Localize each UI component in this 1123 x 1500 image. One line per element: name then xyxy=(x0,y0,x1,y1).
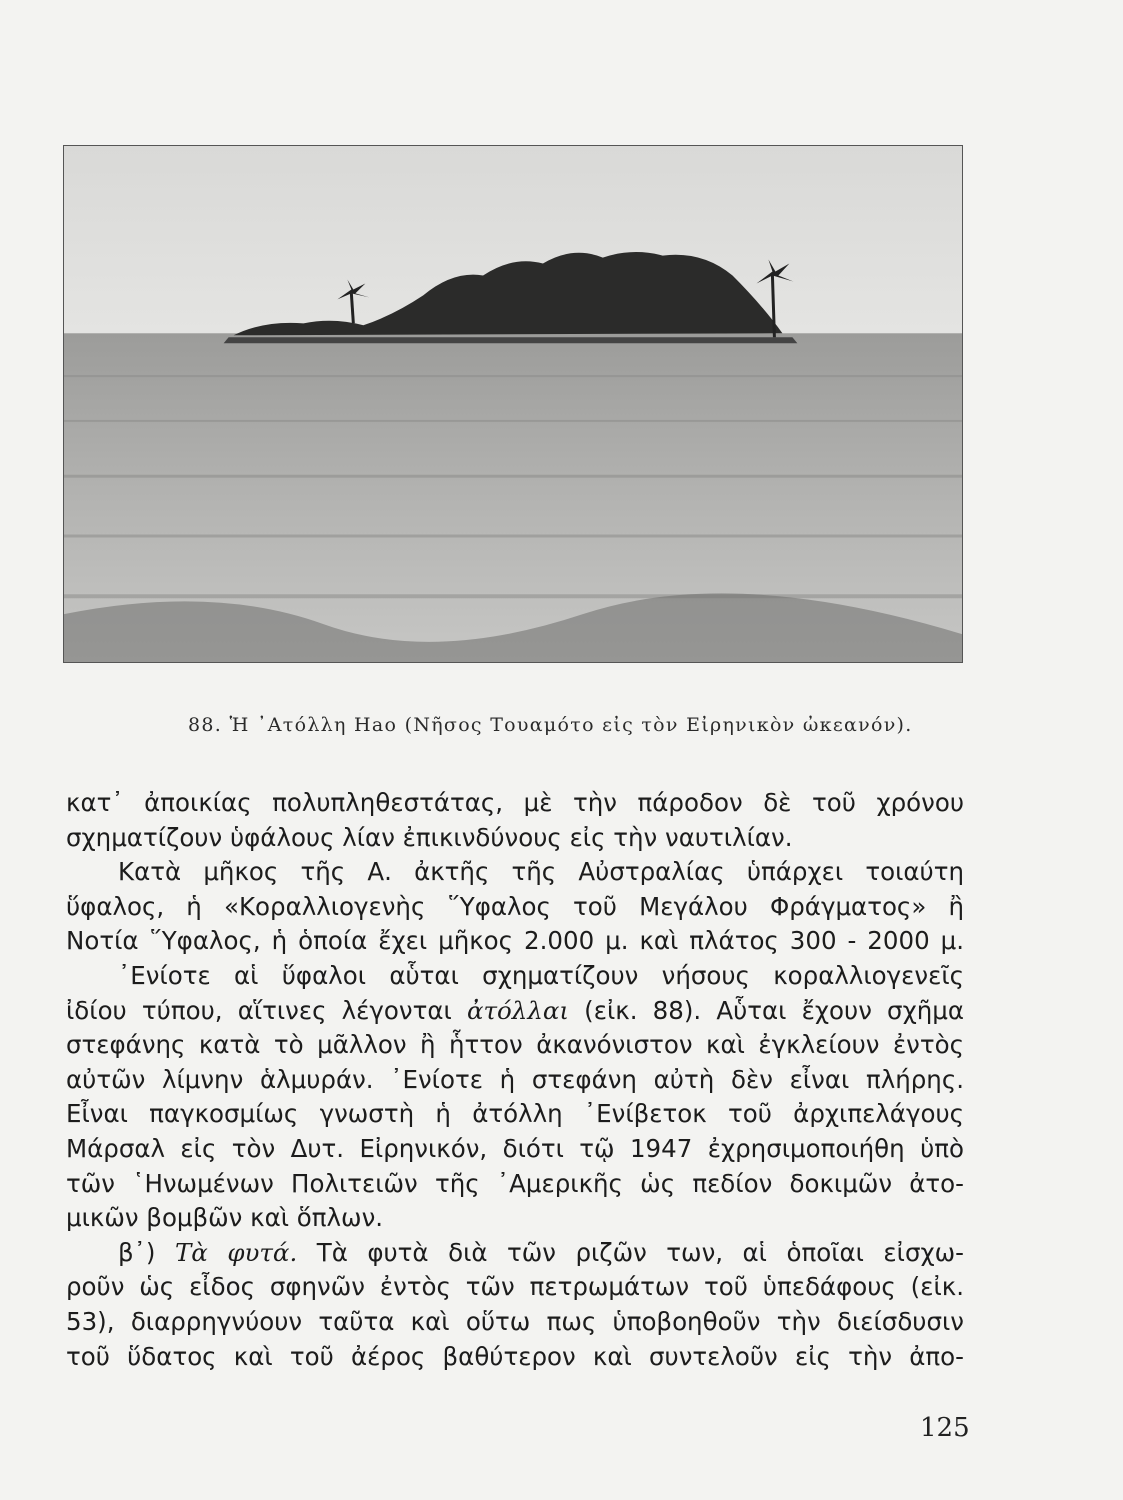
text-line: σχηματίζουν ὑφάλους λίαν ἐπικινδύνους εἰς τὴν ναυτιλίαν. xyxy=(66,822,793,852)
body-text xyxy=(66,786,964,1374)
text-line-with-italic xyxy=(66,994,964,1029)
text-line: στεφάνης κατὰ τὸ μᾶλλον ἢ ἧττον ἀκανόνιστον καὶ ἐγκλείουν ἐντὸς xyxy=(66,1030,964,1060)
text-line: τῶν ῾Ηνωμένων Πολιτειῶν τῆς ᾿Αμερικῆς ὡς πεδίον δοκιμῶν ἀτο- xyxy=(66,1168,964,1198)
section-heading: Τὰ φυτά. xyxy=(174,1237,298,1267)
text-line: τοῦ ὕδατος καὶ τοῦ ἀέρος βαθύτερον καὶ συντελοῦν εἰς τὴν ἀπο- xyxy=(66,1341,964,1371)
text-line: ροῦν ὡς εἶδος σφηνῶν ἐντὸς τῶν πετρωμάτων τοῦ ὑπεδάφους (εἰκ. xyxy=(66,1272,964,1302)
text-line: ᾿Ενίοτε αἱ ὕφαλοι αὗται σχηματίζουν νήσους κοραλλιογενεῖς xyxy=(118,960,964,990)
text-line: Νοτία ῞Υφαλος, ἡ ὁποία ἔχει μῆκος 2.000 μ. καὶ πλάτος 300 - 2000 μ. xyxy=(66,926,964,956)
text-fragment: Τὰ φυτὰ διὰ τῶν ριζῶν των, αἱ ὁποῖαι εἰσχω- xyxy=(297,1237,964,1267)
text-fragment: ἰδίου τύπου, αἵτινες λέγονται xyxy=(66,995,467,1025)
text-line: Κατὰ μῆκος τῆς Α. ἀκτῆς τῆς Αὐστραλίας ὑπάρχει τοιαύτη xyxy=(118,857,964,887)
text-fragment: (εἰκ. 88). Αὗται ἔχουν σχῆμα xyxy=(569,995,964,1025)
photo-image xyxy=(64,146,962,662)
text-line: αὐτῶν λίμνην ἁλμυράν. ᾿Ενίοτε ἡ στεφάνη αὐτὴ δὲν εἶναι πλήρης. xyxy=(66,1064,964,1094)
text-line-with-heading xyxy=(66,1236,964,1271)
atoll-photograph xyxy=(63,145,963,663)
figure-caption: 88. Ἡ ᾿Ατόλλη Hao (Νῆσος Τουαμότο εἰς τὸν Εἰρηνικὸν ὠκεανόν). xyxy=(188,714,913,736)
italic-term: ἀτόλλαι xyxy=(466,995,569,1025)
text-line: Εἶναι παγκοσμίως γνωστὴ ἡ ἀτόλλη ᾿Ενίβετοκ τοῦ ἀρχιπελάγους xyxy=(66,1099,964,1129)
section-label: β᾿) xyxy=(118,1237,175,1267)
text-line: ὕφαλος, ἡ «Κοραλλιογενὴς ῞Υφαλος τοῦ Μεγάλου Φράγματος» ἢ xyxy=(66,891,964,921)
text-line: 53), διαρρηγνύουν ταῦτα καὶ οὕτω πως ὑποβοηθοῦν τὴν διείσδυσιν xyxy=(66,1306,964,1336)
page-number: 125 xyxy=(920,1413,970,1443)
text-line: μικῶν βομβῶν καὶ ὅπλων. xyxy=(66,1203,384,1233)
text-line: κατ᾿ ἀποικίας πολυπληθεστάτας, μὲ τὴν πάροδον δὲ τοῦ χρόνου xyxy=(66,788,964,817)
text-line: Μάρσαλ εἰς τὸν Δυτ. Εἰρηνικόν, διότι τῷ 1947 ἐχρησιμοποιήθη ὑπὸ xyxy=(66,1133,964,1163)
